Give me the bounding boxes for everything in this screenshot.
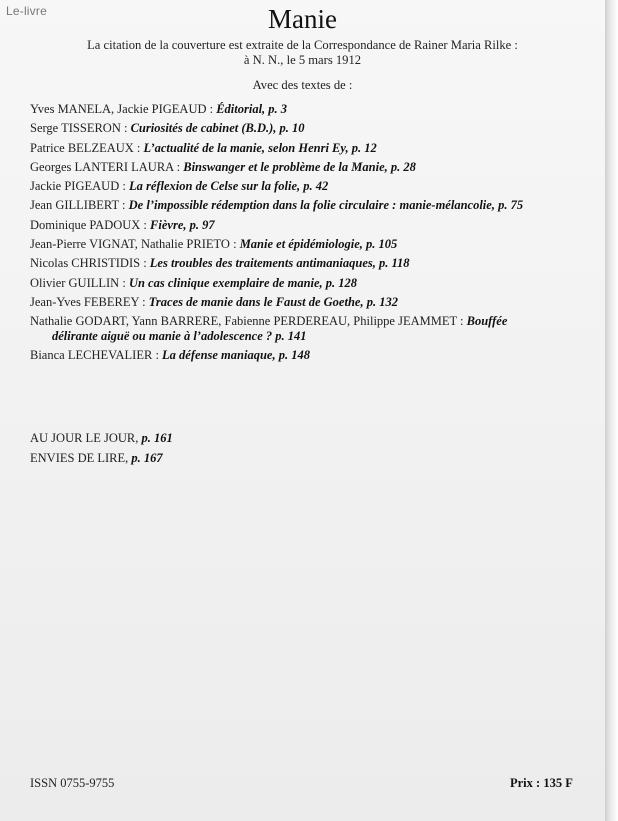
sections-list — [30, 428, 173, 468]
toc-authors: Nicolas CHRISTIDIS : — [30, 256, 150, 271]
toc-authors: Dominique PADOUX : — [30, 217, 151, 232]
section-page: p. 161 — [141, 431, 173, 445]
toc-entry — [30, 346, 590, 365]
toc-authors: Jean-Pierre VIGNAT, Nathalie PRIETO : — [30, 237, 240, 252]
toc-entry — [30, 158, 590, 177]
toc-article: Les troubles des traitements antimaniaques, p. 118 — [149, 256, 410, 271]
toc-authors: Jean-Yves FEBEREY : — [30, 294, 149, 309]
issn-number: ISSN 0755-9755 — [30, 776, 115, 790]
toc-entry — [30, 293, 590, 312]
page-edge — [605, 0, 618, 821]
book-title: Manie — [268, 4, 337, 34]
toc-entry — [30, 139, 590, 158]
toc-article: Curiosités de cabinet (B.D.), p. 10 — [130, 121, 305, 136]
toc-article: L’actualité de la manie, selon Henri Ey, p. 12 — [143, 140, 377, 155]
watermark: Le-livre — [6, 4, 47, 18]
toc-article: Éditorial, p. 3 — [216, 102, 288, 116]
toc-authors: Georges LANTERI LAURA : — [30, 159, 184, 174]
toc-authors: Nathalie GODART, Yann BARRERE, Fabienne PERDEREAU, Philippe JEAMMET : — [30, 314, 467, 329]
toc-authors: Serge TISSERON : — [30, 121, 131, 136]
toc-article: Bouffée — [466, 314, 508, 329]
toc-article: La réflexion de Celse sur la folie, p. 42 — [128, 179, 329, 194]
toc-article: Binswanger et le problème de la Manie, p. 28 — [183, 159, 416, 174]
section-label: AU JOUR LE JOUR, — [30, 431, 142, 445]
toc-article: La défense maniaque, p. 148 — [162, 348, 310, 363]
section-entry — [30, 428, 173, 448]
toc-authors: Patrice BELZEAUX : — [30, 140, 144, 155]
toc-article: Traces de manie dans le Faust de Goethe, p. 132 — [148, 294, 398, 309]
price-label: Prix : 135 F — [510, 776, 573, 790]
toc-article-continued: délirante aiguë ou manie à l’adolescence ? p. 141 — [52, 328, 307, 343]
toc-article: Un cas clinique exemplaire de manie, p. 128 — [128, 275, 358, 290]
toc-entry — [30, 177, 590, 196]
toc-authors: Olivier GUILLIN : — [30, 275, 129, 290]
toc-entry — [30, 100, 590, 119]
toc-authors: Jackie PIGEAUD : — [30, 179, 129, 194]
toc-article: De l’impossible rédemption dans la folie circulaire : manie-mélancolie, p. 75 — [128, 198, 524, 213]
toc-entry — [30, 254, 590, 273]
toc-authors: Yves MANELA, Jackie PIGEAUD : — [30, 102, 217, 116]
section-label: ENVIES DE LIRE, — [30, 451, 132, 465]
quote-line-1: La citation de la couverture est extraite de la Correspondance de Rainer Maria Rilke : — [87, 38, 518, 52]
toc-article: Fièvre, p. 97 — [150, 217, 215, 232]
section-entry — [30, 448, 173, 468]
quote-line-2: à N. N., le 5 mars 1912 — [243, 53, 362, 67]
toc-article: Manie et épidémiologie, p. 105 — [239, 237, 398, 252]
toc-authors: Jean GILLIBERT : — [30, 198, 129, 213]
toc-entry — [30, 312, 590, 346]
toc-entry — [30, 274, 590, 293]
toc-entry — [30, 235, 590, 254]
toc-entry — [30, 196, 590, 215]
toc-authors: Bianca LECHEVALIER : — [30, 348, 163, 363]
section-page: p. 167 — [131, 451, 163, 465]
toc-entry — [30, 216, 590, 235]
cover-quote-note — [20, 38, 585, 68]
toc-entry — [30, 119, 590, 138]
contributors-heading: Avec des textes de : — [252, 78, 353, 92]
table-of-contents — [30, 100, 590, 366]
